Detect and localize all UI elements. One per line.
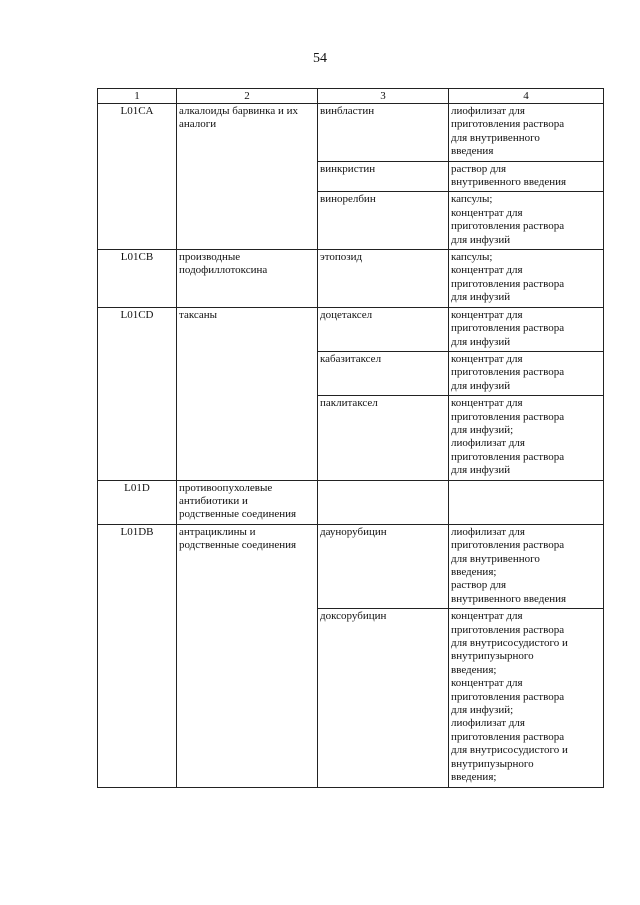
text-line: приготовления раствора [451, 410, 565, 423]
header-cell: 4 [449, 89, 604, 104]
atc-code: L01CB [98, 250, 177, 308]
text-line: внутрипузырного [451, 650, 534, 663]
header-cell: 1 [98, 89, 177, 104]
text-line: приготовления раствора [451, 690, 565, 703]
drug-name: доксорубицин [318, 609, 449, 787]
dosage-form [449, 192, 604, 250]
text-line: концентрат для [451, 308, 523, 321]
group-name [177, 104, 318, 250]
text-line: алкалоиды барвинка и их [179, 105, 299, 117]
text-line: приготовления раствора [451, 623, 565, 636]
text-line: таксаны [179, 308, 218, 321]
text-line: внутрипузырного [451, 757, 534, 770]
text-line: капсулы; [451, 251, 493, 264]
text-line: для внутривенного [451, 131, 540, 144]
text-line: для внутрисосудистого и [451, 637, 568, 650]
text-line: концентрат для [451, 397, 523, 410]
drug-name: паклитаксел [318, 396, 449, 480]
text-line: для инфузий; [451, 704, 514, 717]
text-line: для внутрисосудистого и [451, 744, 568, 757]
text-line: внутривенного введения [451, 176, 567, 189]
text-line: аналоги [179, 118, 217, 131]
group-name [177, 480, 318, 524]
dosage-form [449, 609, 604, 787]
text-line: для инфузий [451, 233, 511, 246]
dosage-form [449, 480, 604, 524]
atc-code: L01CA [98, 104, 177, 250]
text-line: введения; [451, 566, 497, 578]
text-line: раствор для [451, 162, 507, 175]
drug-name: даунорубицин [318, 524, 449, 608]
table-row [98, 480, 604, 524]
dosage-form [449, 104, 604, 162]
text-line: приготовления раствора [451, 366, 565, 379]
drug-table [97, 88, 604, 788]
text-line: приготовления раствора [451, 220, 565, 233]
text-line: родственные соединения [179, 508, 297, 521]
group-name [177, 524, 318, 787]
text-line: концентрат для [451, 677, 523, 690]
text-line: лиофилизат для [451, 717, 525, 730]
text-line: для внутривенного [451, 552, 540, 565]
text-line: лиофилизат для [451, 105, 525, 117]
group-name [177, 307, 318, 480]
table-row [98, 104, 604, 162]
text-line: концентрат для [451, 264, 523, 277]
text-line: приготовления раствора [451, 539, 565, 552]
text-line: антрациклины и [179, 525, 256, 538]
text-line: введения [451, 145, 494, 158]
text-line: приготовления раствора [451, 277, 565, 290]
atc-code: L01DB [98, 524, 177, 787]
page-number: 54 [313, 51, 327, 66]
drug-name: этопозид [318, 250, 449, 308]
text-line: концентрат для [451, 352, 523, 365]
table-row [98, 307, 604, 351]
dosage-form [449, 250, 604, 308]
dosage-form [449, 161, 604, 192]
text-line: лиофилизат для [451, 525, 525, 538]
text-line: капсулы; [451, 193, 493, 206]
drug-name: винбластин [318, 104, 449, 162]
text-line: подофиллотоксина [179, 264, 268, 277]
text-line: для инфузий [451, 379, 511, 392]
text-line: концентрат для [451, 610, 523, 623]
dosage-form [449, 351, 604, 395]
group-name [177, 250, 318, 308]
text-line: для инфузий [451, 291, 511, 304]
table-row [98, 524, 604, 608]
dosage-form [449, 396, 604, 480]
text-line: приготовления раствора [451, 450, 565, 463]
text-line: антибиотики и [179, 494, 248, 507]
header-row [98, 89, 604, 104]
drug-name: кабазитаксел [318, 351, 449, 395]
drug-name [318, 480, 449, 524]
atc-code: L01CD [98, 307, 177, 480]
atc-code: L01D [98, 480, 177, 524]
text-line: противоопухолевые [179, 481, 273, 494]
drug-name: доцетаксел [318, 307, 449, 351]
text-line: внутривенного введения [451, 592, 567, 605]
text-line: для инфузий [451, 464, 511, 477]
drug-name: винорелбин [318, 192, 449, 250]
text-line: приготовления раствора [451, 118, 565, 131]
text-line: лиофилизат для [451, 437, 525, 450]
table-row [98, 250, 604, 308]
text-line: введения; [451, 663, 497, 676]
drug-name: винкристин [318, 161, 449, 192]
text-line: приготовления раствора [451, 322, 565, 335]
text-line: родственные соединения [179, 539, 297, 552]
text-line: для инфузий; [451, 423, 514, 436]
text-line: концентрат для [451, 206, 523, 219]
header-cell: 2 [177, 89, 318, 104]
text-line: введения; [451, 771, 497, 784]
header-cell: 3 [318, 89, 449, 104]
dosage-form [449, 524, 604, 608]
text-line: раствор для [451, 579, 507, 592]
text-line: для инфузий [451, 335, 511, 348]
text-line: приготовления раствора [451, 730, 565, 743]
dosage-form [449, 307, 604, 351]
text-line: производные [179, 251, 241, 264]
